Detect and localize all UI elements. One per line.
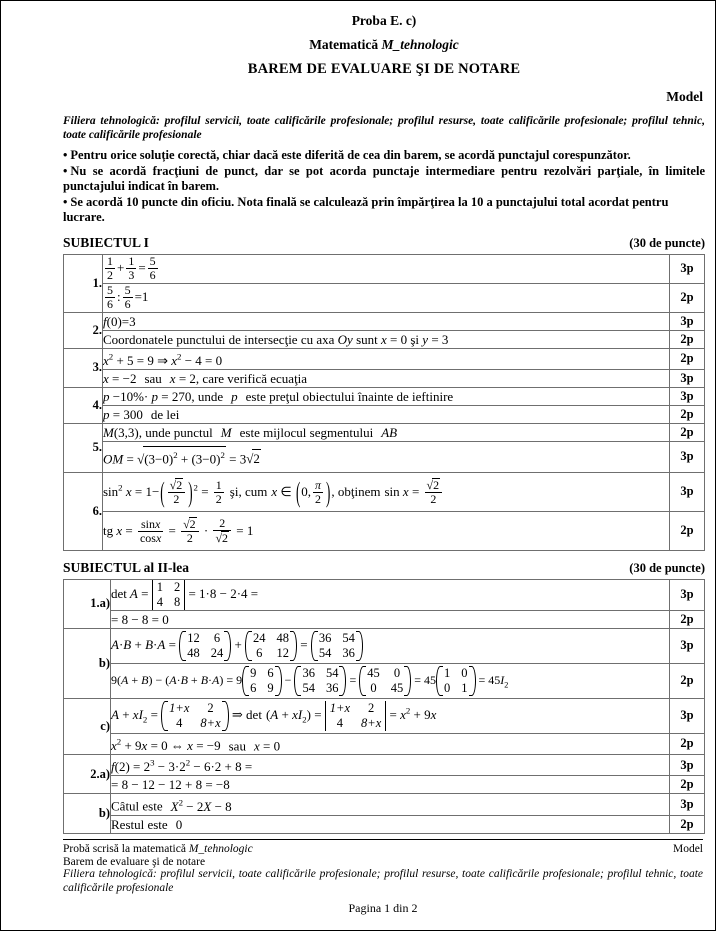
- footer-subject-code: M_tehnologic: [188, 843, 253, 855]
- item-solution-line: tg x = $\frac{\sin x}{\cos x}$ = $\frac{√2}{2}$ · $\frac{2}{√2}$ = 1: [103, 511, 670, 550]
- item-index: 5.: [64, 423, 103, 472]
- item-index: b): [64, 628, 111, 698]
- matrix-result: [359, 666, 411, 696]
- matrix-ApB: [242, 666, 282, 696]
- determinant-AxI: [325, 701, 386, 731]
- matrix-cell: 54: [302, 680, 315, 695]
- matrix-cell: 36: [325, 680, 339, 695]
- static-text: este preţul obiectului înainte de ieftinire: [245, 388, 454, 404]
- footer-model-label: Model: [672, 843, 703, 855]
- table-row: [64, 423, 705, 441]
- page-footer: [63, 839, 703, 916]
- item-points: 3p: [670, 579, 705, 610]
- matrix-cell: 24: [210, 645, 224, 660]
- bullet-icon: •: [63, 163, 68, 178]
- table-row: [64, 733, 705, 754]
- item-index: b): [64, 794, 111, 833]
- table-row: [64, 369, 705, 387]
- grading-rules: [63, 148, 705, 226]
- item-points: 2p: [670, 283, 705, 312]
- item-solution-line: = 8 − 12 − 12 + 8 = −8: [111, 776, 670, 794]
- item-solution-line: Restul este 0: [111, 815, 670, 833]
- matrix-cell: 36: [302, 665, 315, 680]
- matrix-cell: 0: [444, 680, 451, 695]
- footer-line-1: [63, 842, 703, 856]
- table-row: [64, 755, 705, 776]
- item-points: 2p: [670, 776, 705, 794]
- item-solution-line: $x^2 + 5 = 9$ ⇒ $x^2 - 4 = 0$: [103, 348, 670, 369]
- footer-filiera: Filiera tehnologică: profilul servicii, toate calificările profesionale; profilul resurse, toate calificările profesionale; profilul tehnic, toate calificările profesionale: [63, 868, 703, 894]
- table-row: [64, 794, 705, 815]
- section-header-subiect-2: [63, 560, 705, 576]
- item-index: 2.: [64, 312, 103, 348]
- matrix-AB: [179, 631, 231, 661]
- rule-item: [63, 195, 705, 226]
- table-row: [64, 441, 705, 472]
- matrix-cell: 36: [342, 645, 355, 660]
- item-points: 3p: [670, 755, 705, 776]
- footer-text: Probă scrisă la matematică: [63, 843, 189, 855]
- item-points: 3p: [670, 312, 705, 330]
- section-title: SUBIECTUL al II-lea: [63, 559, 190, 575]
- matrix-cell: 1: [156, 579, 163, 594]
- table-row: [64, 254, 705, 283]
- static-text: unde: [197, 388, 224, 404]
- item-points: 2p: [670, 815, 705, 833]
- matrix-cell: 1: [444, 665, 451, 680]
- table-row: [64, 472, 705, 511]
- item-solution-line: det A = 1 2 4 8 = 1·8 − 2·4 =: [111, 579, 670, 610]
- exam-code-title: Proba E. c): [351, 13, 417, 28]
- item-solution-line: Coordonatele punctului de intersecţie cu axa Oy sunt x = 0 şi y = 3: [103, 330, 670, 348]
- matrix-identity: [436, 666, 476, 696]
- table-row: [64, 610, 705, 628]
- table-row: [64, 348, 705, 369]
- static-text: Restul este: [111, 816, 168, 832]
- table-row: [64, 579, 705, 610]
- item-solution-line: = 8 − 8 = 0: [111, 610, 670, 628]
- matrix-cell: 36: [318, 630, 332, 645]
- static-text: , obţinem: [331, 484, 381, 500]
- rule-text: Se acordă 10 puncte din oficiu. Nota finală se calculează prin împărţirea la 10 a punctajului total acordat pentru lucrare.: [63, 194, 669, 224]
- matrix-cell: 6: [267, 665, 274, 680]
- matrix-cell: 1: [461, 680, 468, 695]
- item-index: 1.a): [64, 579, 111, 628]
- matrix-cell: 8: [173, 594, 181, 609]
- model-label: Model: [666, 89, 703, 104]
- item-points: 3p: [670, 628, 705, 663]
- matrix-cell: 4: [156, 594, 163, 609]
- matrix-cell: 24: [253, 630, 266, 645]
- section-title: SUBIECTUL I: [63, 234, 149, 250]
- matrix-cell: 2: [207, 700, 214, 715]
- item-points: 2p: [670, 511, 705, 550]
- page-number: Pagina 1 din 2: [348, 901, 418, 915]
- table-row: [64, 387, 705, 405]
- matrix-cell: 9: [250, 665, 257, 680]
- item-solution-line: $\frac{5}{6}$ : $\frac{5}{6}$ =1: [103, 283, 670, 312]
- item-solution-line: $\frac{1}{2}$ + $\frac{1}{3}$ = $\frac{5}{6}$: [103, 254, 670, 283]
- table-row: [64, 698, 705, 733]
- static-text: de lei: [150, 406, 180, 422]
- static-text: , unde punctul: [138, 424, 213, 440]
- static-text: Câtul este: [111, 798, 163, 814]
- item-points: 3p: [670, 441, 705, 472]
- item-points: 2p: [670, 330, 705, 348]
- rule-item: [63, 164, 705, 195]
- determinant-matrix: [152, 580, 186, 610]
- static-text: Coordonatele punctului de intersecţie cu axa: [103, 331, 338, 347]
- item-index: 1.: [64, 254, 103, 312]
- item-points: 2p: [670, 423, 705, 441]
- item-index: 6.: [64, 472, 103, 550]
- page-content: [63, 11, 705, 834]
- matrix-cell: 2: [368, 700, 375, 715]
- barem-table-subiect-2: [63, 579, 705, 834]
- matrix-cell: 6: [256, 645, 263, 660]
- item-solution-line: OM = $√(3-0)^2 + (3-0)^2 = 3√2$: [103, 441, 670, 472]
- matrix-sum-2: [294, 666, 346, 696]
- section-points: (30 de puncte): [629, 560, 705, 575]
- subject-code: M_tehnologic: [381, 37, 459, 52]
- table-row: [64, 663, 705, 698]
- section-header-subiect-1: [63, 235, 705, 251]
- table-row: [64, 312, 705, 330]
- matrix-cell: 48: [276, 630, 290, 645]
- item-points: 3p: [670, 369, 705, 387]
- item-points: 2p: [670, 348, 705, 369]
- item-points: 2p: [670, 610, 705, 628]
- rule-item: [63, 148, 705, 164]
- section-points: (30 de puncte): [629, 235, 705, 250]
- item-solution-line: p −10%· p = 270, unde p este preţul obiectului înainte de ieftinire: [103, 387, 670, 405]
- item-points: 2p: [670, 733, 705, 754]
- document-main-title: BAREM DE EVALUARE ŞI DE NOTARE: [247, 61, 521, 77]
- item-solution-line: $f(2) = 2^3 - 3\cdot 2^2 - 6\cdot 2 + 8$ =: [111, 755, 670, 776]
- static-text: sunt: [352, 331, 381, 347]
- matrix-cell: 0: [393, 665, 401, 680]
- item-solution-line: p = 300 de lei: [103, 405, 670, 423]
- rule-text: Pentru orice soluție corectă, chiar dacă este diferită de cea din barem, se acordă punctajul corespunzător.: [70, 148, 631, 162]
- barem-table-subiect-1: [63, 254, 705, 551]
- matrix-cell: 12: [187, 630, 200, 645]
- item-solution-line: 9(A + B) − (A·B + B·A) = 9 9 6 6 9 − 36 54 54 36 = 45 0 0 45 = 45 1 0 0 1 = $45I_2$: [111, 663, 670, 698]
- item-index: 4.: [64, 387, 103, 423]
- matrix-cell: 2: [173, 579, 181, 594]
- table-row: [64, 283, 705, 312]
- footer-line-2: Barem de evaluare şi de notare: [63, 856, 206, 868]
- matrix-cell: 8+x: [361, 715, 382, 730]
- item-solution-line: f(0)=3: [103, 312, 670, 330]
- subject-title: [63, 35, 705, 54]
- subject-name: Matematică: [309, 37, 382, 52]
- bullet-icon: •: [63, 148, 68, 162]
- matrix-cell: 45: [390, 680, 404, 695]
- matrix-cell: 54: [325, 665, 339, 680]
- matrix-cell: 12: [276, 645, 290, 660]
- table-row: [64, 776, 705, 794]
- item-solution-line: x = −2 sau x = 2, care verifică ecuaţia: [103, 369, 670, 387]
- item-points: 3p: [670, 698, 705, 733]
- item-points: 2p: [670, 663, 705, 698]
- item-points: 2p: [670, 405, 705, 423]
- matrix-cell: 1+x: [169, 700, 190, 715]
- static-text: este mijlocul segmentului: [239, 424, 374, 440]
- item-solution-line: $x^2 + 9x = 0$ ⇔ x = −9 sau x = 0: [111, 733, 670, 754]
- rule-text: Nu se acordă fracţiuni de punct, dar se pot acorda punctaje intermediare pentru rezolvări parţiale, în limitele punctajului indicat în barem.: [63, 163, 705, 193]
- matrix-cell: 54: [318, 645, 332, 660]
- table-row: [64, 330, 705, 348]
- item-points: 3p: [670, 387, 705, 405]
- item-index: 2.a): [64, 755, 111, 794]
- table-row: [64, 405, 705, 423]
- item-solution-line: $A + xI_2$ = 1+x 2 4 8+x ⇒ $\det (A + xI_2)$ = 1+x 2 4 8+x = $x^2 + 9x$: [111, 698, 670, 733]
- table-row: [64, 815, 705, 833]
- footer-exam-label: [63, 842, 253, 856]
- static-text: şi: [407, 331, 423, 347]
- matrix-AxI: [161, 701, 228, 731]
- matrix-cell: 0: [461, 665, 468, 680]
- footer-divider: [63, 839, 703, 840]
- table-row: [64, 511, 705, 550]
- table-row: [64, 628, 705, 663]
- matrix-cell: 6: [250, 680, 257, 695]
- matrix-cell: 48: [187, 645, 200, 660]
- item-solution-line: M(3,3), unde punctul M este mijlocul segmentului AB: [103, 423, 670, 441]
- item-solution-line: $\sin^2 x = 1-$( $\frac{√2}{2}$ )$^2$ = $\frac{1}{2}$ şi, cum x ∈ (0, $\frac{\pi}{2}$ ), obţinem sin x = $\frac{√2}{2}$: [103, 472, 670, 511]
- item-index: 3.: [64, 348, 103, 387]
- matrix-cell: 45: [367, 665, 380, 680]
- item-solution-line: Câtul este $X^2 - 2X - 8$: [111, 794, 670, 815]
- matrix-cell: 8+x: [200, 715, 221, 730]
- matrix-cell: 9: [267, 680, 274, 695]
- matrix-cell: 0: [370, 680, 377, 695]
- matrix-cell: 54: [342, 630, 355, 645]
- item-index: c): [64, 698, 111, 754]
- matrix-sum: [311, 631, 363, 661]
- matrix-cell: 4: [176, 715, 183, 730]
- matrix-cell: 1+x: [329, 700, 351, 715]
- item-solution-line: A·B + B·A = 12 6 48 24 + 24 48 6 12 = 36 54 54 36: [111, 628, 670, 663]
- bullet-icon: •: [63, 194, 68, 209]
- static-text: sau: [228, 738, 246, 754]
- static-text: şi, cum: [229, 484, 268, 500]
- matrix-BA: [245, 631, 297, 661]
- filiera-note: Filiera tehnologică: profilul servicii, toate calificările profesionale; profilul resurse, toate calificările profesionale; profilul tehnic, toate calificările profesionale: [63, 115, 705, 141]
- item-points: 3p: [670, 472, 705, 511]
- static-text: , care verifică ecuaţia: [195, 370, 308, 386]
- matrix-cell: 6: [213, 630, 221, 645]
- static-text: sau: [144, 370, 162, 386]
- item-points: 3p: [670, 794, 705, 815]
- item-points: 3p: [670, 254, 705, 283]
- matrix-cell: 4: [336, 715, 344, 730]
